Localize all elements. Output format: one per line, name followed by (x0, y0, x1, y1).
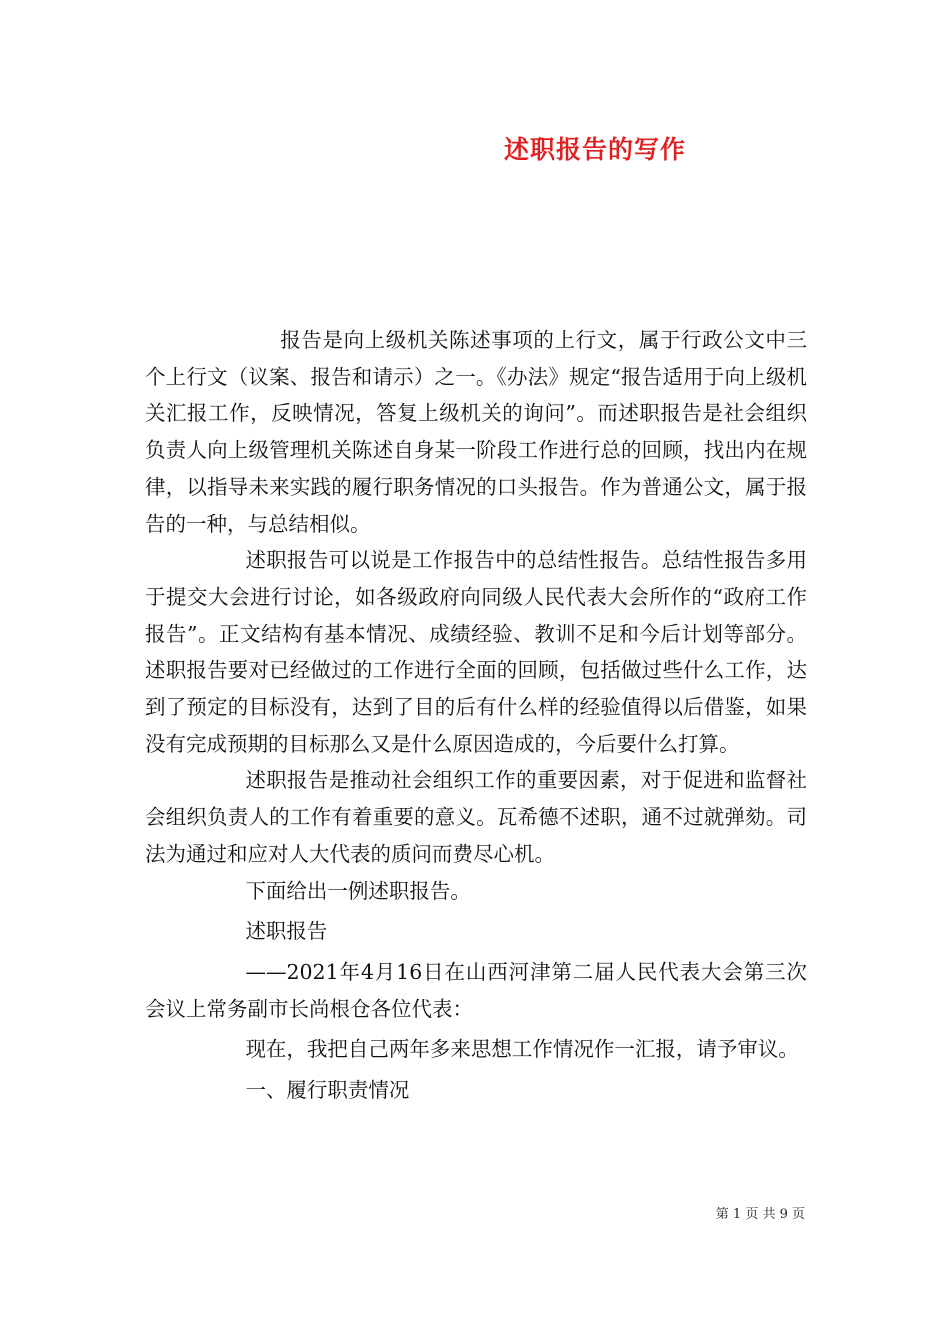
paragraph-section-heading: 一、履行职责情况 (245, 1078, 410, 1103)
paragraph-example-heading: 述职报告 (245, 919, 328, 944)
paragraph-example-opening: 现在，我把自己两年多来思想工作情况作一汇报，请予审议。 (245, 1037, 799, 1062)
paragraph-example-subtitle: ——2021年4月16日在山西河津第二届人民代表大会第三次会议上常务副市长尚根仓各位代表： (145, 959, 807, 1021)
document-title: 述职报告的写作 (503, 135, 686, 164)
paragraph-importance: 述职报告是推动社会组织工作的重要因素，对于促进和监督社会组织负责人的工作有着重要的意义。瓦希德不述职，通不过就弹劾。司法为通过和应对人大代表的质问而费尽心机。 (145, 768, 807, 866)
paragraph-report-definition: 报告是向上级机关陈述事项的上行文，属于行政公文中三个上行文（议案、报告和请示）之一。《办法》规定“报告适用于向上级机关汇报工作，反映情况，答复上级机关的询问”。而述职报告是社会组织负责人向上级管理机关陈述自身某一阶段工作进行总的回顾，找出内在规律，以指导未来实践的履行职务情况的口头报告。作为普通公文，属于报告的一种，与总结相似。 (145, 328, 807, 536)
paragraph-example-intro: 下面给出一例述职报告。 (245, 878, 471, 903)
paragraph-summary-report: 述职报告可以说是工作报告中的总结性报告。总结性报告多用于提交大会进行讨论，如各级政府向同级人民代表大会所作的“政府工作报告”。正文结构有基本情况、成绩经验、教训不足和今后计划等部分。述职报告要对已经做过的工作进行全面的回顾，包括做过些什么工作，达到了预定的目标没有，达到了目的后有什么样的经验值得以后借鉴，如果没有完成预期的目标那么又是什么原因造成的，今后要什么打算。 (145, 548, 807, 756)
page-number: 第 1 页 共 9 页 (715, 1207, 805, 1222)
document-body (145, 322, 807, 1109)
